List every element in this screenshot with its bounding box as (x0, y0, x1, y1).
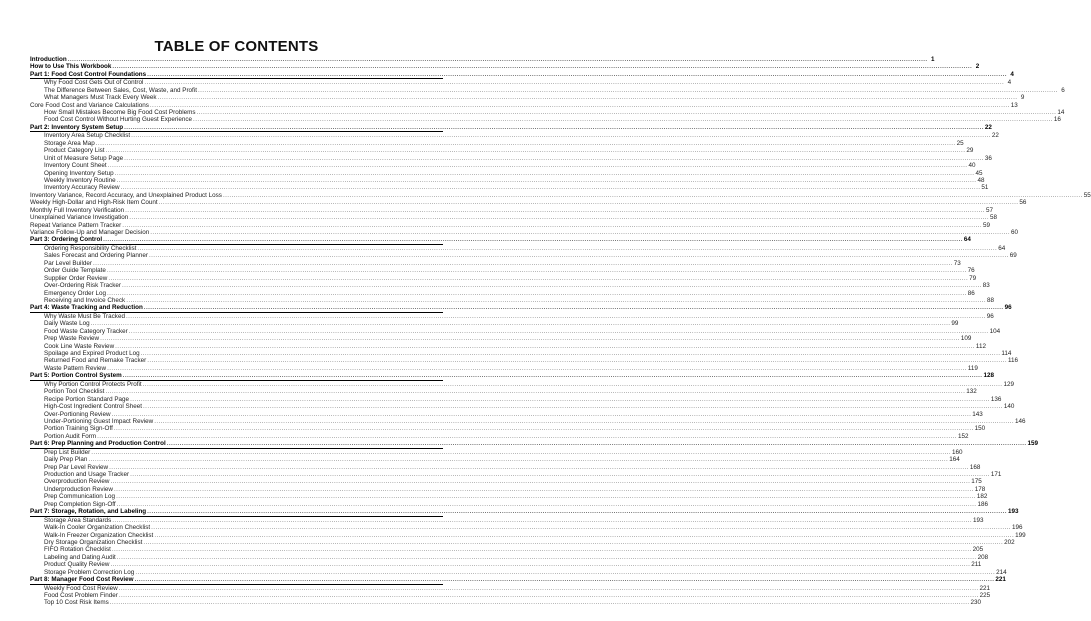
toc-page-number: 160 (952, 448, 963, 456)
toc-page-number: 202 (1004, 538, 1015, 546)
toc-page-number: 193 (973, 516, 984, 524)
toc-entry-label: Core Food Cost and Variance Calculations (30, 101, 149, 109)
toc-page-number: 86 (967, 289, 975, 297)
toc-entry[interactable] (30, 592, 991, 600)
toc-entry[interactable] (30, 456, 960, 464)
toc-dot-leader: ................................................................................................................................................................................................................................................................................................................................................................................................................ (116, 493, 976, 501)
toc-entry[interactable] (30, 327, 1001, 335)
toc-dot-leader: ................................................................................................................................................................................................................................................................................................................................................................................................................ (147, 357, 1007, 365)
toc-entry-label: Prep Waste Review (44, 335, 100, 343)
toc-entry[interactable] (30, 229, 1019, 237)
toc-page-number: 196 (1011, 524, 1023, 532)
toc-dot-leader: ................................................................................................................................................................................................................................................................................................................................................................................................................ (143, 304, 1004, 312)
toc-page-number: 9 (1020, 94, 1025, 102)
toc-dot-leader: ................................................................................................................................................................................................................................................................................................................................................................................................................ (111, 546, 972, 554)
toc-entry-label: Ordering Responsibility Checklist (44, 244, 137, 252)
toc-entry[interactable] (30, 516, 984, 524)
toc-entry[interactable] (30, 357, 1019, 365)
toc-entry[interactable] (30, 553, 989, 561)
toc-page-number: 29 (966, 147, 974, 155)
toc-entry-label: Food Cost Control Without Hurting Guest Experience (44, 116, 193, 124)
toc-dot-leader: ................................................................................................................................................................................................................................................................................................................................................................................................................ (143, 538, 1004, 546)
toc-entry-label: Portion Audit Form (44, 432, 97, 440)
toc-entry[interactable] (30, 109, 1065, 117)
toc-entry-label: Part 5: Portion Control System (30, 372, 122, 380)
toc-page-number: 128 (983, 372, 994, 380)
toc-page-number: 114 (1001, 350, 1012, 358)
toc-page-number: 16 (1053, 116, 1061, 124)
toc-dot-leader: ................................................................................................................................................................................................................................................................................................................................................................................................................ (118, 584, 979, 592)
toc-dot-leader: ................................................................................................................................................................................................................................................................................................................................................................................................................ (108, 274, 969, 282)
toc-page-number: 56 (1019, 199, 1027, 207)
toc-dot-leader: ................................................................................................................................................................................................................................................................................................................................................................................................................ (134, 576, 995, 584)
toc-entry-label: Supplier Order Review (44, 274, 108, 282)
toc-dot-leader: ................................................................................................................................................................................................................................................................................................................................................................................................................ (154, 417, 1014, 425)
toc-page-number: 146 (1015, 417, 1026, 425)
toc-page-number: 6 (1061, 86, 1065, 94)
toc-page-number: 164 (949, 456, 960, 464)
toc-dot-leader: ................................................................................................................................................................................................................................................................................................................................................................................................................ (120, 184, 981, 192)
toc-page-number: 140 (1003, 403, 1015, 411)
toc-entry-label: Opening Inventory Setup (44, 169, 114, 177)
toc-entry-label: Spoilage and Expired Product Log (44, 350, 140, 358)
toc-page-number: 4 (1010, 70, 1014, 78)
toc-entry[interactable] (30, 162, 976, 170)
toc-entry[interactable] (30, 538, 1015, 546)
toc-entry[interactable] (30, 599, 982, 607)
toc-page-number: 64 (963, 236, 971, 244)
toc-dot-leader: ................................................................................................................................................................................................................................................................................................................................................................................................................ (112, 63, 973, 71)
toc-entry-label: Emergency Order Log (44, 289, 106, 297)
toc-entry[interactable] (30, 493, 988, 501)
toc-page-number: 58 (990, 214, 998, 222)
toc-dot-leader: ................................................................................................................................................................................................................................................................................................................................................................................................................ (128, 327, 989, 335)
page-title: TABLE OF CONTENTS (154, 38, 319, 55)
toc-entry[interactable] (30, 584, 991, 592)
toc-entry[interactable] (30, 154, 992, 162)
toc-dot-leader: ................................................................................................................................................................................................................................................................................................................................................................................................................ (166, 440, 1027, 448)
toc-page-number: 159 (1027, 440, 1039, 448)
toc-entry-label: FIFO Rotation Checklist (44, 546, 111, 554)
toc-dot-leader: ................................................................................................................................................................................................................................................................................................................................................................................................................ (118, 592, 979, 600)
toc-entry[interactable] (30, 568, 1007, 576)
toc-page-number: 109 (960, 335, 972, 343)
toc-entry[interactable] (30, 147, 974, 155)
toc-entry[interactable] (30, 350, 1012, 358)
toc-page-number: 55 (1083, 191, 1091, 199)
toc-entry[interactable] (30, 63, 980, 71)
toc-entry-label: Overproduction Review (44, 478, 110, 486)
toc-dot-leader: ................................................................................................................................................................................................................................................................................................................................................................................................................ (124, 154, 984, 162)
toc-page (30, 38, 1091, 607)
toc-entry-label: Over-Portioning Review (44, 410, 111, 418)
toc-entry[interactable] (30, 55, 935, 63)
toc-entry-label: Part 1: Food Cost Control Foundations (30, 70, 147, 78)
toc-entry-label: How to Use This Workbook (30, 63, 112, 71)
toc-page-number: 60 (1011, 229, 1019, 237)
toc-dot-leader: ................................................................................................................................................................................................................................................................................................................................................................................................................ (92, 259, 953, 267)
toc-entry[interactable] (30, 86, 1065, 94)
toc-dot-leader: ................................................................................................................................................................................................................................................................................................................................................................................................................ (111, 410, 972, 418)
toc-entry[interactable] (30, 561, 982, 569)
toc-dot-leader: ................................................................................................................................................................................................................................................................................................................................................................................................................ (222, 191, 1083, 199)
toc-dot-leader: ................................................................................................................................................................................................................................................................................................................................................................................................................ (137, 244, 998, 252)
toc-dot-leader: ................................................................................................................................................................................................................................................................................................................................................................................................................ (151, 524, 1011, 532)
toc-dot-leader: ................................................................................................................................................................................................................................................................................................................................................................................................................ (154, 531, 1015, 539)
toc-page-number: 116 (1008, 357, 1019, 365)
toc-part-heading[interactable] (30, 236, 971, 245)
toc-dot-leader: ................................................................................................................................................................................................................................................................................................................................................................................................................ (140, 350, 1001, 358)
toc-page-number: 73 (953, 259, 961, 267)
toc-entry-label: Part 7: Storage, Rotation, and Labeling (30, 508, 147, 516)
toc-entry-label: Top 10 Cost Risk Items (44, 599, 109, 607)
toc-page-number: 214 (996, 568, 1007, 576)
toc-dot-leader: ................................................................................................................................................................................................................................................................................................................................................................................................................ (107, 364, 967, 372)
toc-page-number: 150 (974, 425, 986, 433)
toc-dot-leader: ................................................................................................................................................................................................................................................................................................................................................................................................................ (90, 320, 951, 328)
toc-entry-label: Product Category List (44, 147, 105, 155)
toc-entry-label: Receiving and Invoice Check (44, 296, 126, 304)
toc-entry-label: Weekly Food Cost Review (44, 584, 118, 592)
toc-entry-label: Food Waste Category Tracker (44, 327, 128, 335)
toc-entry-label: Inventory Area Setup Checklist (44, 132, 131, 140)
toc-page-number: 96 (986, 312, 994, 320)
toc-dot-leader: ................................................................................................................................................................................................................................................................................................................................................................................................................ (100, 335, 960, 343)
toc-page-number: 13 (1010, 101, 1018, 109)
toc-part-heading[interactable] (30, 123, 992, 132)
toc-entry-label: Introduction (30, 55, 67, 63)
toc-page-number: 96 (1004, 304, 1012, 312)
toc-entry[interactable] (30, 176, 985, 184)
toc-page-number: 112 (975, 342, 986, 350)
toc-entry-label: Labeling and Dating Audit (44, 553, 116, 561)
toc-page-number: 69 (1009, 252, 1017, 260)
toc-dot-leader: ................................................................................................................................................................................................................................................................................................................................................................................................................ (126, 296, 987, 304)
toc-page-number: 45 (975, 169, 983, 177)
toc-page-number: 152 (957, 432, 969, 440)
toc-page-number: 178 (974, 485, 986, 493)
toc-dot-leader: ................................................................................................................................................................................................................................................................................................................................................................................................................ (196, 109, 1057, 117)
toc-dot-leader: ................................................................................................................................................................................................................................................................................................................................................................................................................ (107, 162, 968, 170)
toc-entry-label: Production and Usage Tracker (44, 471, 130, 479)
toc-page-number: 182 (976, 493, 988, 501)
toc-page-number: 99 (951, 320, 959, 328)
toc-entry-label: The Difference Between Sales, Cost, Waste, and Profit (44, 86, 197, 94)
toc-dot-leader: ................................................................................................................................................................................................................................................................................................................................................................................................................ (131, 132, 991, 140)
toc-entry-label: Daily Prep Plan (44, 456, 88, 464)
toc-page-number: 76 (967, 267, 975, 275)
toc-entry-label: Inventory Variance, Record Accuracy, and Unexplained Product Loss (30, 191, 222, 199)
toc-page-number: 143 (972, 410, 983, 418)
toc-entry[interactable] (30, 101, 1018, 109)
toc-dot-leader: ................................................................................................................................................................................................................................................................................................................................................................................................................ (130, 471, 990, 479)
toc-entry-label: Weekly High-Dollar and High-Risk Item Count (30, 199, 158, 207)
toc-entry[interactable] (30, 244, 1006, 252)
toc-part-heading[interactable] (30, 70, 1014, 79)
toc-entry-label: Underproduction Review (44, 485, 113, 493)
toc-entry-label: Returned Food and Remake Tracker (44, 357, 147, 365)
toc-entry-label: Food Cost Problem Finder (44, 592, 118, 600)
toc-entry-label: Storage Area Map (44, 139, 95, 147)
toc-dot-leader: ................................................................................................................................................................................................................................................................................................................................................................................................................ (144, 79, 1005, 87)
toc-entry[interactable] (30, 417, 1026, 425)
toc-dot-leader: ................................................................................................................................................................................................................................................................................................................................................................................................................ (116, 500, 977, 508)
toc-entry[interactable] (30, 380, 1014, 388)
toc-entry-label: Part 8: Manager Food Cost Review (30, 576, 134, 584)
toc-entry-label: Portion Training Sign-Off (44, 425, 113, 433)
toc-entry[interactable] (30, 478, 982, 486)
toc-page-number: 22 (984, 123, 992, 131)
toc-entry[interactable] (30, 463, 981, 471)
toc-dot-leader: ................................................................................................................................................................................................................................................................................................................................................................................................................ (142, 380, 1003, 388)
toc-entry-label: Storage Area Standards (44, 516, 112, 524)
toc-entry[interactable] (30, 116, 1061, 124)
toc-dot-leader: ................................................................................................................................................................................................................................................................................................................................................................................................................ (124, 123, 984, 131)
toc-dot-leader: ................................................................................................................................................................................................................................................................................................................................................................................................................ (105, 388, 966, 396)
toc-entry[interactable] (30, 79, 1012, 87)
toc-entry[interactable] (30, 191, 1091, 199)
toc-page-number: 211 (971, 561, 982, 569)
toc-page-number: 2 (975, 63, 980, 71)
toc-dot-leader: ................................................................................................................................................................................................................................................................................................................................................................................................................ (88, 456, 949, 464)
toc-entry-label: How Small Mistakes Become Big Food Cost Problems (44, 109, 196, 117)
toc-page-number: 205 (972, 546, 984, 554)
toc-entry[interactable] (30, 274, 977, 282)
toc-entry-label: Prep Completion Sign-Off (44, 500, 116, 508)
toc-page-number: 48 (977, 176, 985, 184)
toc-dot-leader: ................................................................................................................................................................................................................................................................................................................................................................................................................ (149, 101, 1010, 109)
toc-page-number: 83 (982, 282, 990, 290)
toc-page-number: 25 (956, 139, 964, 147)
toc-dot-leader: ................................................................................................................................................................................................................................................................................................................................................................................................................ (129, 214, 990, 222)
toc-entry-label: Why Waste Must Be Tracked (44, 312, 125, 320)
toc-entry[interactable] (30, 94, 1025, 102)
toc-page-number: 57 (985, 206, 993, 214)
toc-page-number: 136 (990, 395, 1002, 403)
toc-dot-leader: ................................................................................................................................................................................................................................................................................................................................................................................................................ (67, 55, 928, 63)
toc-entry[interactable] (30, 471, 1002, 479)
toc-entry[interactable] (30, 485, 986, 493)
toc-entry[interactable] (30, 388, 977, 396)
toc-page-number: 59 (983, 221, 991, 229)
toc-dot-leader: ................................................................................................................................................................................................................................................................................................................................................................................................................ (122, 372, 983, 380)
toc-entry-label: Product Quality Review (44, 561, 110, 569)
toc-page-number: 51 (981, 184, 989, 192)
toc-entry[interactable] (30, 296, 995, 304)
toc-page-number: 129 (1003, 380, 1014, 388)
toc-entry-label: Part 2: Inventory System Setup (30, 123, 124, 131)
toc-dot-leader: ................................................................................................................................................................................................................................................................................................................................................................................................................ (110, 478, 971, 486)
toc-entry[interactable] (30, 395, 1002, 403)
toc-dot-leader: ................................................................................................................................................................................................................................................................................................................................................................................................................ (135, 568, 996, 576)
toc-page-number: 193 (1007, 508, 1019, 516)
toc-page-number: 230 (970, 599, 982, 607)
toc-entry-label: Walk-In Cooler Organization Checklist (44, 524, 151, 532)
toc-page-number: 104 (989, 327, 1001, 335)
toc-entry-label: Waste Pattern Review (44, 364, 107, 372)
toc-entry-label: Recipe Portion Standard Page (44, 395, 130, 403)
toc-dot-leader: ................................................................................................................................................................................................................................................................................................................................................................................................................ (106, 267, 967, 275)
toc-entry[interactable] (30, 448, 963, 456)
toc-page-number: 225 (979, 592, 991, 600)
toc-entry-label: Part 3: Ordering Control (30, 236, 103, 244)
toc-dot-leader: ................................................................................................................................................................................................................................................................................................................................................................................................................ (197, 86, 1058, 94)
toc-entry[interactable] (30, 342, 986, 350)
toc-page-number: 208 (977, 553, 989, 561)
toc-entry-label: Why Portion Control Protects Profit (44, 380, 142, 388)
toc-entry-label: High-Cost Ingredient Control Sheet (44, 403, 143, 411)
toc-entry-label: Monthly Full Inventory Verification (30, 206, 125, 214)
toc-entry[interactable] (30, 524, 1023, 532)
toc-dot-leader: ................................................................................................................................................................................................................................................................................................................................................................................................................ (110, 561, 971, 569)
toc-dot-leader: ................................................................................................................................................................................................................................................................................................................................................................................................................ (130, 395, 990, 403)
toc-dot-leader: ................................................................................................................................................................................................................................................................................................................................................................................................................ (106, 289, 967, 297)
toc-list (30, 55, 1091, 607)
toc-page-number: 4 (1007, 79, 1012, 87)
toc-entry[interactable] (30, 139, 964, 147)
toc-dot-leader: ................................................................................................................................................................................................................................................................................................................................................................................................................ (148, 252, 1009, 260)
toc-entry-label: Walk-In Freezer Organization Checklist (44, 531, 154, 539)
toc-page-number: 132 (966, 388, 977, 396)
toc-entry[interactable] (30, 410, 983, 418)
toc-entry[interactable] (30, 364, 978, 372)
toc-dot-leader: ................................................................................................................................................................................................................................................................................................................................................................................................................ (109, 463, 969, 471)
toc-entry[interactable] (30, 214, 998, 222)
toc-part-heading[interactable] (30, 440, 1039, 448)
toc-page-number: 171 (990, 471, 1002, 479)
toc-entry[interactable] (30, 267, 975, 275)
toc-page-number: 221 (995, 576, 1006, 584)
toc-entry[interactable] (30, 282, 990, 290)
toc-dot-leader: ................................................................................................................................................................................................................................................................................................................................................................................................................ (121, 282, 982, 290)
toc-entry[interactable] (30, 320, 959, 328)
toc-entry-label: Portion Tool Checklist (44, 388, 105, 396)
toc-part-heading[interactable] (30, 304, 1012, 312)
toc-dot-leader: ................................................................................................................................................................................................................................................................................................................................................................................................................ (95, 139, 956, 147)
toc-dot-leader: ................................................................................................................................................................................................................................................................................................................................................................................................................ (116, 176, 977, 184)
toc-dot-leader: ................................................................................................................................................................................................................................................................................................................................................................................................................ (112, 516, 973, 524)
toc-entry[interactable] (30, 403, 1015, 411)
toc-entry[interactable] (30, 132, 999, 140)
toc-page-number: 119 (967, 364, 978, 372)
toc-entry-label: Par Level Builder (44, 259, 92, 267)
toc-entry-label: Part 4: Waste Tracking and Reduction (30, 304, 143, 312)
toc-entry[interactable] (30, 425, 986, 433)
toc-dot-leader: ................................................................................................................................................................................................................................................................................................................................................................................................................ (113, 485, 974, 493)
toc-dot-leader: ................................................................................................................................................................................................................................................................................................................................................................................................................ (193, 116, 1053, 124)
toc-entry-label: Unexplained Variance Investigation (30, 214, 129, 222)
toc-entry[interactable] (30, 546, 984, 554)
toc-entry[interactable] (30, 169, 983, 177)
toc-dot-leader: ................................................................................................................................................................................................................................................................................................................................................................................................................ (116, 553, 977, 561)
toc-entry[interactable] (30, 199, 1027, 207)
toc-entry[interactable] (30, 206, 993, 214)
toc-dot-leader: ................................................................................................................................................................................................................................................................................................................................................................................................................ (97, 432, 957, 440)
toc-page-number: 221 (979, 584, 991, 592)
toc-page-number: 199 (1015, 531, 1026, 539)
toc-dot-leader: ................................................................................................................................................................................................................................................................................................................................................................................................................ (109, 599, 970, 607)
toc-entry-label: Variance Follow-Up and Manager Decision (30, 229, 150, 237)
toc-page-number: 64 (998, 244, 1006, 252)
toc-dot-leader: ................................................................................................................................................................................................................................................................................................................................................................................................................ (114, 169, 975, 177)
toc-entry-label: Order Guide Template (44, 267, 106, 275)
toc-dot-leader: ................................................................................................................................................................................................................................................................................................................................................................................................................ (147, 508, 1007, 516)
toc-dot-leader: ................................................................................................................................................................................................................................................................................................................................................................................................................ (157, 94, 1018, 102)
toc-entry[interactable] (30, 335, 972, 343)
toc-page-number: 88 (987, 296, 995, 304)
toc-page-number: 22 (991, 132, 999, 140)
toc-entry-label: Sales Forecast and Ordering Planner (44, 252, 148, 260)
toc-dot-leader: ................................................................................................................................................................................................................................................................................................................................................................................................................ (113, 425, 974, 433)
toc-entry[interactable] (30, 531, 1026, 539)
toc-entry-label: What Managers Must Track Every Week (44, 94, 157, 102)
toc-entry-label: Prep Par Level Review (44, 463, 109, 471)
toc-entry-label: Weekly Inventory Routine (44, 176, 116, 184)
toc-dot-leader: ................................................................................................................................................................................................................................................................................................................................................................................................................ (103, 236, 963, 244)
toc-entry[interactable] (30, 312, 994, 320)
toc-entry-label: Part 6: Prep Planning and Production Control (30, 440, 166, 448)
toc-dot-leader: ................................................................................................................................................................................................................................................................................................................................................................................................................ (122, 221, 983, 229)
toc-entry-label: Repeat Variance Pattern Tracker (30, 221, 122, 229)
toc-entry-label: Why Food Cost Gets Out of Control (44, 79, 144, 87)
toc-dot-leader: ................................................................................................................................................................................................................................................................................................................................................................................................................ (125, 312, 986, 320)
toc-entry[interactable] (30, 221, 991, 229)
toc-part-heading[interactable] (30, 508, 1019, 516)
toc-dot-leader: ................................................................................................................................................................................................................................................................................................................................................................................................................ (143, 403, 1003, 411)
toc-entry[interactable] (30, 184, 989, 192)
toc-entry-label: Prep Communication Log (44, 493, 116, 501)
toc-entry-label: Inventory Count Sheet (44, 162, 107, 170)
toc-entry[interactable] (30, 252, 1017, 260)
toc-dot-leader: ................................................................................................................................................................................................................................................................................................................................................................................................................ (147, 70, 1007, 78)
toc-dot-leader: ................................................................................................................................................................................................................................................................................................................................................................................................................ (125, 206, 985, 214)
toc-entry-label: Cook Line Waste Review (44, 342, 115, 350)
toc-entry-label: Over-Ordering Risk Tracker (44, 282, 121, 290)
toc-dot-leader: ................................................................................................................................................................................................................................................................................................................................................................................................................ (91, 448, 951, 456)
toc-part-heading[interactable] (30, 372, 994, 380)
toc-entry[interactable] (30, 432, 969, 440)
toc-entry-label: Unit of Measure Setup Page (44, 154, 124, 162)
toc-page-number: 186 (977, 500, 988, 508)
toc-entry[interactable] (30, 289, 975, 297)
toc-dot-leader: ................................................................................................................................................................................................................................................................................................................................................................................................................ (150, 229, 1011, 237)
toc-page-number: 14 (1057, 109, 1065, 117)
toc-entry-label: Prep List Builder (44, 448, 91, 456)
toc-entry-label: Storage Problem Correction Log (44, 568, 135, 576)
toc-page-number: 1 (931, 55, 935, 63)
toc-entry-label: Inventory Accuracy Review (44, 184, 120, 192)
toc-dot-leader: ................................................................................................................................................................................................................................................................................................................................................................................................................ (115, 342, 975, 350)
toc-entry-label: Daily Waste Log (44, 320, 90, 328)
toc-entry-label: Under-Portioning Guest Impact Review (44, 417, 154, 425)
toc-entry[interactable] (30, 259, 961, 267)
toc-page-number: 175 (971, 478, 982, 486)
toc-part-heading[interactable] (30, 576, 1006, 584)
toc-page-number: 36 (984, 154, 992, 162)
toc-page-number: 168 (969, 463, 981, 471)
toc-entry[interactable] (30, 500, 988, 508)
toc-dot-leader: ................................................................................................................................................................................................................................................................................................................................................................................................................ (158, 199, 1019, 207)
toc-page-number: 40 (968, 162, 976, 170)
toc-dot-leader: ................................................................................................................................................................................................................................................................................................................................................................................................................ (105, 147, 966, 155)
toc-entry-label: Dry Storage Organization Checklist (44, 538, 143, 546)
toc-page-number: 79 (969, 274, 977, 282)
